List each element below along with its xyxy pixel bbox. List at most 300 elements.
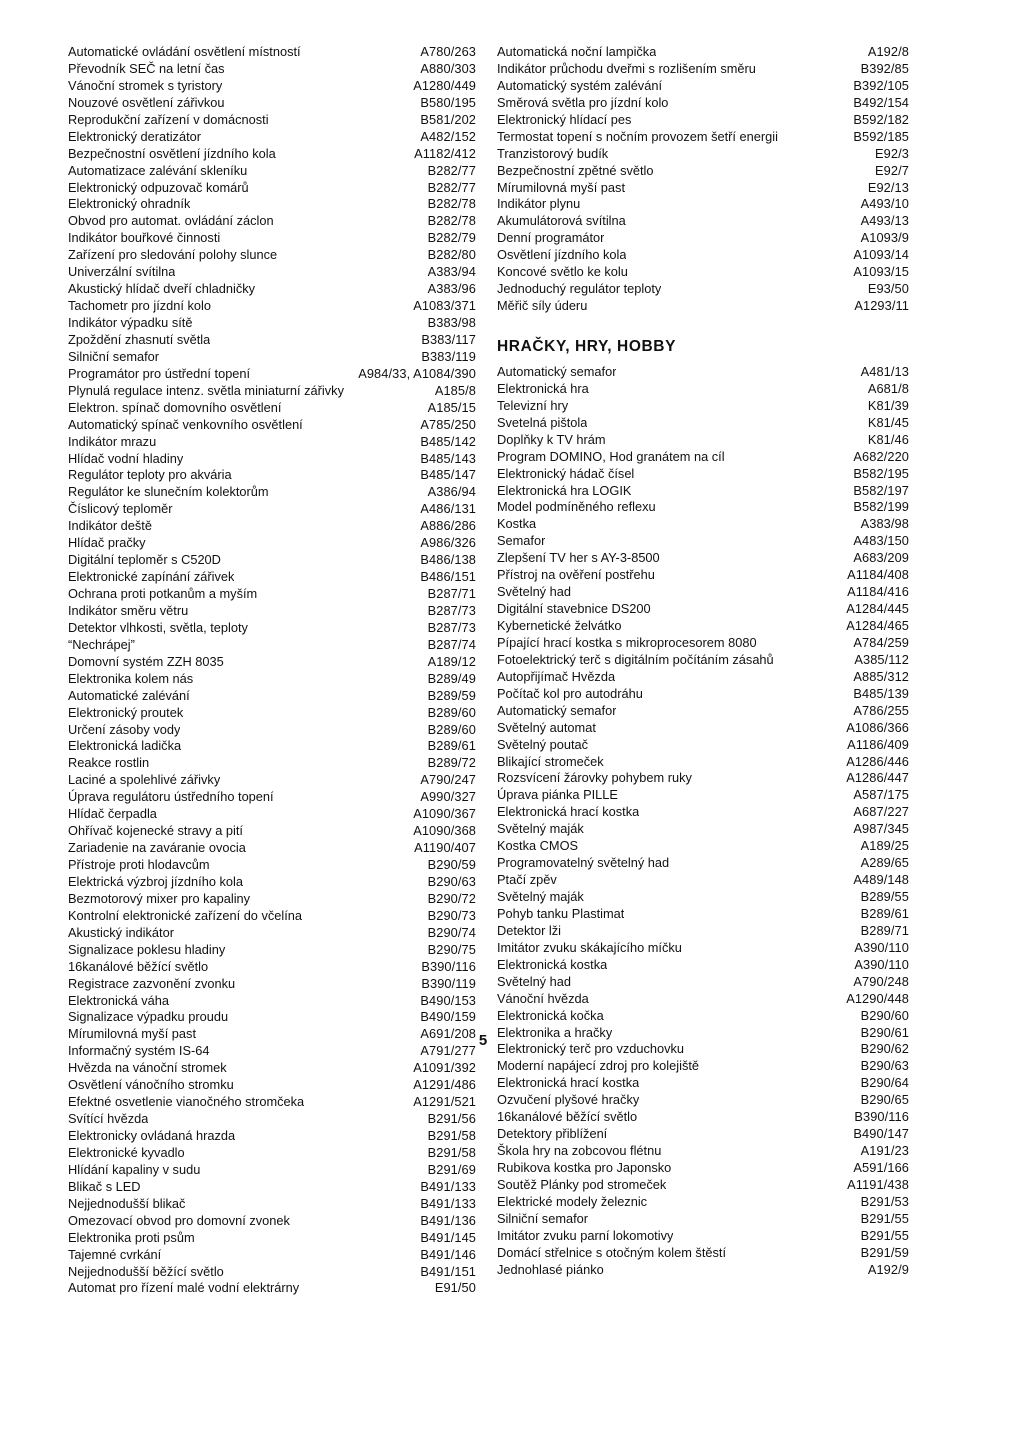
article-reference: A987/345 xyxy=(853,821,909,837)
article-reference: A1284/445 xyxy=(846,601,909,617)
article-title: Reakce rostlin xyxy=(68,755,150,771)
article-reference: B287/73 xyxy=(427,602,476,618)
list-item xyxy=(497,1008,909,1025)
list-item xyxy=(68,44,476,61)
article-title: Televizní hry xyxy=(497,397,569,413)
list-item xyxy=(497,247,909,264)
article-title: Indikátor bouřkové činnosti xyxy=(68,230,221,246)
list-item xyxy=(68,823,476,840)
list-item xyxy=(497,923,909,940)
article-reference: B290/61 xyxy=(860,1024,909,1040)
article-title: Automat pro řízení malé vodní elektrárny xyxy=(68,1280,300,1296)
article-title: Jednoduchý regulátor teploty xyxy=(497,281,662,297)
list-item xyxy=(497,163,909,180)
article-title: Elektronický terč pro vzduchovku xyxy=(497,1041,685,1057)
section-heading: HRAČKY, HRY, HOBBY xyxy=(497,337,677,355)
article-title: Autopřijímač Hvězda xyxy=(497,668,616,684)
list-item xyxy=(68,281,476,298)
list-item xyxy=(68,1060,476,1077)
list-item xyxy=(497,787,909,804)
article-title: Soutěž Plánky pod stromeček xyxy=(497,1176,667,1192)
article-reference: A481/13 xyxy=(860,363,909,379)
list-item xyxy=(497,1058,909,1075)
article-reference: B291/55 xyxy=(860,1227,909,1243)
article-title: Světelný had xyxy=(497,973,571,989)
article-title: Tajemné cvrkání xyxy=(68,1246,162,1262)
article-reference: A189/12 xyxy=(427,653,476,669)
list-item xyxy=(68,1145,476,1162)
article-reference: B592/182 xyxy=(853,111,909,127)
article-reference: A885/312 xyxy=(853,668,909,684)
article-title: Vánoční stromek s tyristory xyxy=(68,77,223,93)
article-title: Hlídač čerpadla xyxy=(68,806,157,822)
article-reference: A1086/366 xyxy=(846,719,909,735)
page-number: 5 xyxy=(478,1032,488,1049)
list-item xyxy=(497,821,909,838)
article-reference: B491/145 xyxy=(420,1229,476,1245)
article-title: “Nechrápej” xyxy=(68,636,135,652)
list-item xyxy=(68,1264,476,1281)
article-reference: B290/64 xyxy=(860,1075,909,1091)
article-reference: B485/143 xyxy=(420,450,476,466)
article-reference: A486/131 xyxy=(420,501,476,517)
article-title: Programovatelný světelný had xyxy=(497,855,670,871)
article-title: Úprava piánka PILLE xyxy=(497,787,618,803)
article-title: Ozvučení plyšové hračky xyxy=(497,1092,640,1108)
article-reference: A990/327 xyxy=(420,789,476,805)
list-item xyxy=(497,1194,909,1211)
article-reference: B485/147 xyxy=(420,467,476,483)
article-reference: B392/85 xyxy=(860,60,909,76)
article-reference: A1191/438 xyxy=(847,1176,909,1192)
article-title: Efektné osvetlenie vianočného stromčeka xyxy=(68,1094,305,1110)
article-title: Detektor lži xyxy=(497,922,562,938)
list-item xyxy=(68,1280,476,1297)
article-title: Univerzální svítilna xyxy=(68,264,176,280)
article-title: Program DOMINO, Hod granátem na cíl xyxy=(497,448,725,464)
list-item xyxy=(68,1196,476,1213)
article-title: Automatický semafor xyxy=(497,363,617,379)
list-item xyxy=(497,146,909,163)
article-reference: B392/105 xyxy=(853,77,909,93)
article-reference: A1184/408 xyxy=(847,567,909,583)
article-reference: A880/303 xyxy=(420,60,476,76)
article-title: Měřič síly úderu xyxy=(497,298,588,314)
list-item xyxy=(68,772,476,789)
list-item xyxy=(497,533,909,550)
article-reference: B485/139 xyxy=(853,685,909,701)
article-reference: B289/61 xyxy=(427,738,476,754)
list-item xyxy=(497,652,909,669)
list-item xyxy=(497,838,909,855)
article-title: 16kanálové běžící světlo xyxy=(68,958,209,974)
article-reference: B290/75 xyxy=(427,941,476,957)
list-item xyxy=(497,1126,909,1143)
article-reference: A390/110 xyxy=(854,939,909,955)
list-item xyxy=(497,754,909,771)
list-item xyxy=(68,315,476,332)
article-reference: B291/58 xyxy=(427,1128,476,1143)
article-reference: E93/50 xyxy=(867,281,909,297)
list-item xyxy=(68,976,476,993)
article-title: Úprava regulátoru ústředního topení xyxy=(68,789,274,805)
list-item xyxy=(68,891,476,908)
list-item xyxy=(497,872,909,889)
article-reference: E92/3 xyxy=(875,145,909,161)
list-item xyxy=(497,737,909,754)
article-reference: A386/94 xyxy=(427,484,476,500)
article-reference: B289/60 xyxy=(427,721,476,737)
article-title: Indikátor průchodu dveřmi s rozlišením směru xyxy=(497,60,756,76)
list-item xyxy=(68,146,476,163)
list-item xyxy=(68,789,476,806)
article-reference: B289/61 xyxy=(860,905,909,921)
list-item xyxy=(497,889,909,906)
article-title: Elektronická kočka xyxy=(497,1007,604,1023)
article-reference: A383/96 xyxy=(427,281,476,297)
list-item xyxy=(68,552,476,569)
list-item xyxy=(68,806,476,823)
list-item xyxy=(68,417,476,434)
list-item xyxy=(68,467,476,484)
list-item xyxy=(68,298,476,315)
article-title: Blikající stromeček xyxy=(497,753,604,769)
article-title: Zariadenie na zaváranie ovocia xyxy=(68,840,246,856)
article-reference: A185/15 xyxy=(427,399,476,415)
article-reference: B490/159 xyxy=(420,1009,476,1025)
article-title: Hvězda na vánoční stromek xyxy=(68,1060,227,1076)
article-title: Elektrické modely železnic xyxy=(497,1193,648,1209)
list-item xyxy=(68,671,476,688)
article-reference: A1184/416 xyxy=(847,584,909,600)
article-title: Regulátor ke slunečním kolektorům xyxy=(68,484,269,500)
article-title: Hlídání kapaliny v sudu xyxy=(68,1161,201,1177)
article-title: Jednohlasé piánko xyxy=(497,1261,604,1277)
list-item xyxy=(497,1143,909,1160)
list-item xyxy=(68,738,476,755)
list-item xyxy=(68,637,476,654)
article-reference: A790/247 xyxy=(420,772,476,788)
list-item xyxy=(68,366,476,383)
list-item xyxy=(68,501,476,518)
article-title: Akustický hlídač dveří chladničky xyxy=(68,281,256,297)
list-item xyxy=(497,281,909,298)
section-spacer xyxy=(497,315,909,332)
article-title: Hlídač pračky xyxy=(68,535,146,551)
article-title: Elektronika kolem nás xyxy=(68,670,194,686)
list-item xyxy=(68,1247,476,1264)
list-item xyxy=(497,1211,909,1228)
article-title: Ohřívač kojenecké stravy a pití xyxy=(68,823,243,839)
article-reference: B383/98 xyxy=(427,315,476,330)
article-title: Tachometr pro jízdní kolo xyxy=(68,298,211,314)
article-title: Elektronický deratizátor xyxy=(68,128,201,144)
list-item xyxy=(68,400,476,417)
list-item xyxy=(68,620,476,637)
article-title: Tranzistorový budík xyxy=(497,145,609,161)
article-reference: B383/117 xyxy=(421,331,476,347)
article-reference: B290/72 xyxy=(427,890,476,906)
list-item xyxy=(68,586,476,603)
article-title: Ochrana proti potkanům a myším xyxy=(68,586,258,601)
article-title: Zařízení pro sledování polohy slunce xyxy=(68,247,278,263)
article-reference: B592/185 xyxy=(853,128,909,144)
article-title: Elektronická kostka xyxy=(497,956,608,972)
article-title: Automatický systém zalévání xyxy=(497,77,662,93)
article-title: Pohyb tanku Plastimat xyxy=(497,905,625,921)
article-title: Elektronika a hračky xyxy=(497,1024,613,1040)
article-reference: A984/33, A1084/390 xyxy=(358,365,476,381)
article-title: Automatický semafor xyxy=(497,702,617,718)
article-reference: A1290/448 xyxy=(846,990,909,1006)
article-reference: A1291/486 xyxy=(413,1077,476,1093)
list-item xyxy=(497,1160,909,1177)
article-reference: B582/195 xyxy=(853,465,909,481)
article-reference: B486/151 xyxy=(420,569,476,585)
article-reference: B290/62 xyxy=(860,1041,909,1057)
article-reference: A1182/412 xyxy=(414,145,476,161)
article-reference: A482/152 xyxy=(420,128,476,144)
article-reference: B390/116 xyxy=(421,958,476,974)
list-item xyxy=(497,180,909,197)
article-title: Informačný systém IS-64 xyxy=(68,1043,210,1059)
article-title: Indikátor deště xyxy=(68,518,152,534)
list-item xyxy=(497,1075,909,1092)
article-title: Elektronická hra xyxy=(497,380,589,396)
article-title: Ptačí zpěv xyxy=(497,872,557,888)
article-reference: E92/7 xyxy=(875,162,909,178)
article-reference: A785/250 xyxy=(420,416,476,432)
article-reference: B282/79 xyxy=(427,230,476,246)
article-title: Automatický spínač venkovního osvětlení xyxy=(68,416,303,432)
article-reference: B287/73 xyxy=(427,619,476,635)
article-title: Kostka CMOS xyxy=(497,838,579,854)
article-title: 16kanálové běžící světlo xyxy=(497,1109,638,1125)
left-column xyxy=(68,44,476,1297)
article-reference: A790/248 xyxy=(853,973,909,989)
article-reference: B287/71 xyxy=(427,586,476,601)
article-reference: B581/202 xyxy=(420,111,476,127)
article-title: Domovní systém ZZH 8035 xyxy=(68,653,224,669)
right-column-top-list xyxy=(497,44,909,315)
list-item xyxy=(68,213,476,230)
list-item xyxy=(68,1094,476,1111)
article-reference: B490/147 xyxy=(853,1126,909,1142)
article-title: Svetelná pištola xyxy=(497,414,588,430)
article-title: Kontrolní elektronické zařízení do včelína xyxy=(68,907,303,923)
list-item xyxy=(68,840,476,857)
list-item xyxy=(68,434,476,451)
article-title: Nejjednodušší běžící světlo xyxy=(68,1263,224,1279)
article-title: Světelný poutač xyxy=(497,736,589,752)
article-title: Hlídač vodní hladiny xyxy=(68,450,184,466)
right-column-bottom-list xyxy=(497,364,909,1279)
article-title: Digitální teploměr s C520D xyxy=(68,552,221,568)
list-item xyxy=(497,584,909,601)
article-title: Kybernetické želvátko xyxy=(497,618,622,633)
list-item xyxy=(497,1177,909,1194)
list-item xyxy=(68,95,476,112)
article-reference: B580/195 xyxy=(420,94,476,110)
article-title: Silniční semafor xyxy=(68,348,160,364)
list-item xyxy=(68,908,476,925)
list-item xyxy=(497,213,909,230)
article-reference: B287/74 xyxy=(427,636,476,652)
list-item xyxy=(68,688,476,705)
list-item xyxy=(68,180,476,197)
article-title: Elektronika proti psům xyxy=(68,1229,195,1245)
article-title: Nejjednodušší blikač xyxy=(68,1195,186,1211)
list-item xyxy=(68,942,476,959)
article-title: Automatická noční lampička xyxy=(497,44,657,59)
article-title: Přístroj na ověření postřehu xyxy=(497,567,655,583)
list-item xyxy=(68,349,476,366)
list-item xyxy=(68,518,476,535)
list-item xyxy=(68,163,476,180)
article-title: Elektronický odpuzovač komárů xyxy=(68,179,249,195)
article-reference: B491/133 xyxy=(420,1178,476,1194)
list-item xyxy=(497,1092,909,1109)
article-reference: B289/71 xyxy=(860,922,909,938)
list-item xyxy=(68,755,476,772)
list-item xyxy=(497,1262,909,1279)
list-item xyxy=(68,112,476,129)
article-title: Elektronicky ovládaná hrazda xyxy=(68,1128,236,1143)
article-title: Světelný maják xyxy=(497,821,584,837)
list-item xyxy=(497,669,909,686)
article-title: Indikátor směru větru xyxy=(68,602,189,618)
article-reference: K81/45 xyxy=(867,414,909,430)
list-item xyxy=(497,499,909,516)
list-item xyxy=(68,451,476,468)
article-reference: A1280/449 xyxy=(413,77,476,93)
list-item xyxy=(497,398,909,415)
article-reference: E92/13 xyxy=(867,179,909,195)
article-reference: B491/146 xyxy=(420,1246,476,1262)
article-title: Elektronický hlídací pes xyxy=(497,111,632,127)
article-reference: B282/77 xyxy=(427,179,476,195)
article-reference: B289/60 xyxy=(427,704,476,720)
article-reference: A1186/409 xyxy=(847,736,909,752)
article-title: Imitátor zvuku parní lokomotivy xyxy=(497,1227,674,1243)
article-reference: A493/13 xyxy=(860,213,909,229)
list-item xyxy=(497,991,909,1008)
list-item xyxy=(497,550,909,567)
article-title: Plynulá regulace intenz. světla miniaturní zářivky xyxy=(68,382,344,398)
article-reference: A1284/465 xyxy=(846,618,909,633)
article-reference: A687/227 xyxy=(853,804,909,820)
article-reference: A189/25 xyxy=(860,838,909,854)
article-reference: B282/78 xyxy=(427,196,476,212)
article-title: Světelný had xyxy=(497,584,571,600)
list-item xyxy=(68,332,476,349)
list-item xyxy=(68,129,476,146)
article-title: Moderní napájecí zdroj pro kolejiště xyxy=(497,1058,700,1074)
article-title: Převodník SEČ na letní čas xyxy=(68,60,225,76)
list-item xyxy=(497,720,909,737)
article-title: Bezmotorový mixer pro kapaliny xyxy=(68,890,251,906)
list-item xyxy=(68,78,476,95)
article-reference: A683/209 xyxy=(853,550,909,566)
list-item xyxy=(497,618,909,635)
article-reference: A1190/407 xyxy=(414,840,476,856)
list-item xyxy=(68,1162,476,1179)
list-item xyxy=(68,535,476,552)
article-title: Pípající hrací kostka s mikroprocesorem 8080 xyxy=(497,634,757,650)
article-reference: A784/259 xyxy=(853,634,909,650)
article-title: Doplňky k TV hrám xyxy=(497,431,606,447)
article-title: Model podmíněného reflexu xyxy=(497,499,656,515)
article-reference: A1093/9 xyxy=(860,230,909,246)
article-reference: A1091/392 xyxy=(413,1060,476,1076)
list-item xyxy=(497,364,909,381)
article-reference: A1286/446 xyxy=(846,753,909,769)
article-reference: B582/199 xyxy=(853,499,909,515)
article-title: Domácí střelnice s otočným kolem štěstí xyxy=(497,1244,726,1260)
list-item xyxy=(497,449,909,466)
article-title: Elektronická váha xyxy=(68,992,170,1008)
article-reference: B485/142 xyxy=(420,433,476,449)
list-item xyxy=(68,196,476,213)
article-title: Světelný automat xyxy=(497,719,596,735)
list-item xyxy=(68,61,476,78)
article-title: Denní programátor xyxy=(497,230,605,246)
article-reference: A1286/447 xyxy=(846,770,909,786)
list-item xyxy=(497,112,909,129)
list-item xyxy=(497,974,909,991)
list-item xyxy=(497,381,909,398)
article-reference: A489/148 xyxy=(853,872,909,888)
article-reference: B390/116 xyxy=(854,1109,909,1125)
article-reference: B486/138 xyxy=(420,552,476,568)
list-item xyxy=(68,959,476,976)
article-title: Směrová světla pro jízdní kolo xyxy=(497,94,669,110)
list-item xyxy=(68,383,476,400)
article-reference: B582/197 xyxy=(853,482,909,498)
article-reference: A682/220 xyxy=(853,448,909,464)
article-reference: B289/55 xyxy=(860,889,909,904)
list-item xyxy=(497,804,909,821)
article-title: Registrace zazvonění zvonku xyxy=(68,975,236,991)
article-reference: B291/69 xyxy=(427,1161,476,1177)
article-title: Obvod pro automat. ovládání záclon xyxy=(68,213,274,229)
list-item xyxy=(68,722,476,739)
article-title: Škola hry na zobcovou flétnu xyxy=(497,1143,662,1159)
article-title: Digitální stavebnice DS200 xyxy=(497,601,651,617)
article-title: Zpoždění zhasnutí světla xyxy=(68,331,211,347)
list-item xyxy=(497,601,909,618)
article-reference: A383/94 xyxy=(427,264,476,280)
article-title: Kostka xyxy=(497,516,537,532)
article-title: Silniční semafor xyxy=(497,1210,589,1226)
article-reference: B291/59 xyxy=(860,1244,909,1260)
article-title: Přístroje proti hlodavcům xyxy=(68,857,210,872)
article-title: Indikátor mrazu xyxy=(68,433,157,449)
list-item xyxy=(497,516,909,533)
article-title: Koncové světlo ke kolu xyxy=(497,264,628,280)
article-title: Programátor pro ústřední topení xyxy=(68,365,251,381)
list-item xyxy=(68,1230,476,1247)
article-reference: B291/58 xyxy=(427,1144,476,1160)
article-title: Bezpečnostní zpětné světlo xyxy=(497,162,654,178)
article-reference: K81/39 xyxy=(867,397,909,413)
article-reference: B290/65 xyxy=(860,1092,909,1108)
article-reference: A780/263 xyxy=(420,44,476,59)
list-item xyxy=(497,466,909,483)
article-title: Detektory přiblížení xyxy=(497,1126,608,1142)
article-title: Elektronický ohradník xyxy=(68,196,191,212)
list-item xyxy=(68,1111,476,1128)
